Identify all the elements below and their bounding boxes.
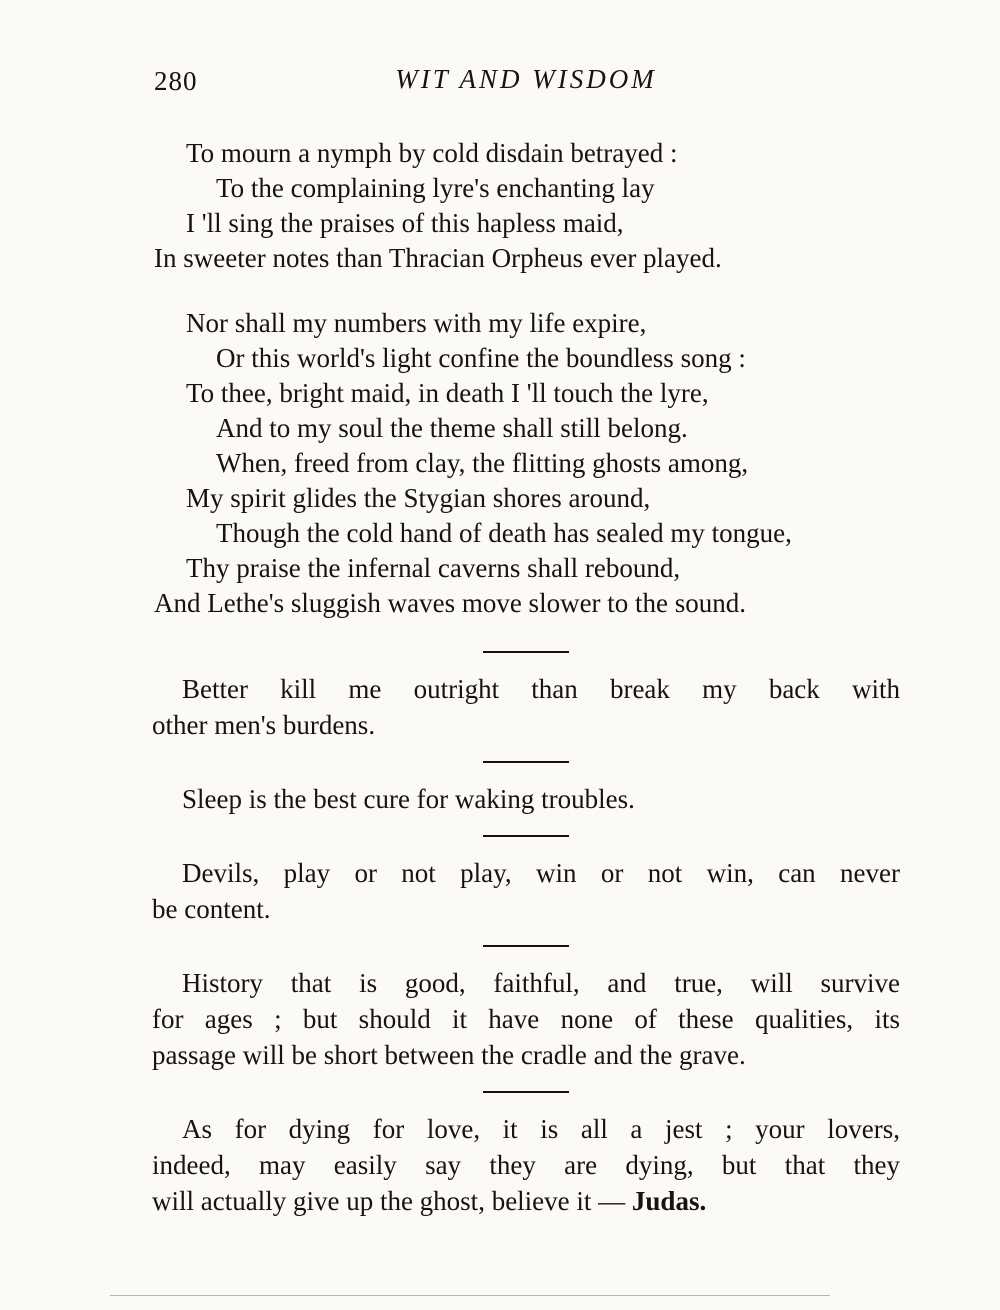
scan-artifact-line (110, 1295, 830, 1296)
poem-line: To mourn a nymph by cold disdain betrayed : (186, 138, 678, 168)
poem-line: I 'll sing the praises of this hapless maid, (186, 208, 624, 238)
poem-line: Though the cold hand of death has sealed my tongue, (216, 518, 792, 548)
paragraph-line: Devils, play or not play, win or not win, can never (182, 858, 900, 888)
poem-line: Nor shall my numbers with my life expire, (186, 308, 647, 338)
paragraph-line: Better kill me outright than break my back with (182, 674, 900, 704)
poem-stanza (152, 136, 900, 276)
poem-line: My spirit glides the Stygian shores around, (186, 483, 651, 513)
poem-line: And to my soul the theme shall still belong. (216, 413, 688, 443)
prose-paragraph (152, 965, 900, 1073)
running-title: WIT AND WISDOM (395, 64, 657, 94)
prose-paragraph (152, 781, 900, 817)
prose-paragraph (152, 855, 900, 927)
paragraph-line: other men's burdens. (152, 710, 376, 740)
poem-line: In sweeter notes than Thracian Orpheus ever played. (154, 243, 722, 273)
prose-paragraph (152, 1111, 900, 1219)
paragraph-line: As for dying for love, it is all a jest ; your lovers, (182, 1114, 900, 1144)
poem-line: To the complaining lyre's enchanting lay (216, 173, 655, 203)
poem-line: And Lethe's sluggish waves move slower to the sound. (154, 588, 747, 618)
paragraph-line: passage will be short between the cradle and the grave. (152, 1040, 746, 1070)
section-divider (483, 835, 569, 837)
prose-paragraph (152, 671, 900, 743)
poem-line: To thee, bright maid, in death I 'll touch the lyre, (186, 378, 709, 408)
attribution: Judas. (631, 1186, 707, 1216)
page-header (152, 60, 900, 102)
paragraph-line: Sleep is the best cure for waking troubles. (182, 784, 635, 814)
section-divider (483, 651, 569, 653)
section-divider (483, 761, 569, 763)
poem-line: Or this world's light confine the boundless song : (216, 343, 746, 373)
page-number: 280 (154, 66, 198, 96)
poem-line: When, freed from clay, the flitting ghosts among, (216, 448, 749, 478)
poem-stanza (152, 306, 900, 621)
section-divider (483, 945, 569, 947)
paragraph-line: be content. (152, 894, 271, 924)
poem-line: Thy praise the infernal caverns shall rebound, (186, 553, 681, 583)
paragraph-line: will actually give up the ghost, believe it — Judas. (152, 1186, 707, 1216)
page-content (152, 136, 900, 1219)
paragraph-line: History that is good, faithful, and true, will survive (182, 968, 900, 998)
paragraph-line: indeed, may easily say they are dying, but that they (152, 1150, 900, 1180)
paragraph-line: for ages ; but should it have none of these qualities, its (152, 1004, 900, 1034)
section-divider (483, 1091, 569, 1093)
